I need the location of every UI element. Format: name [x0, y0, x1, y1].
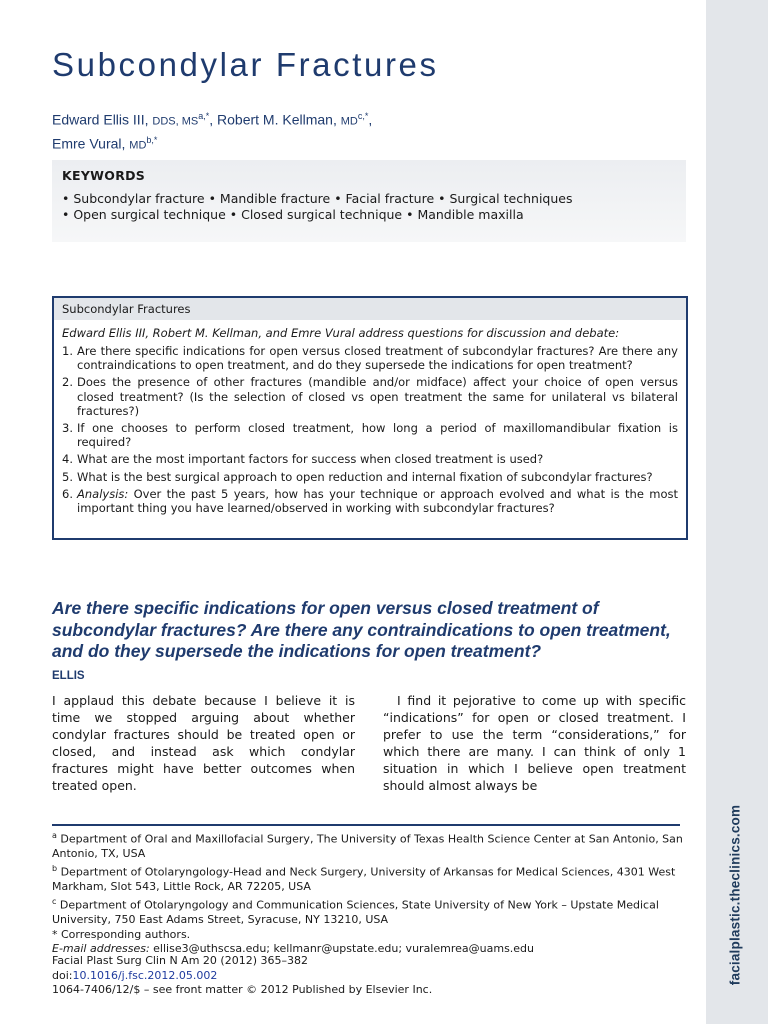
discussion-questions-box: [52, 296, 688, 540]
corresponding-note: * Corresponding authors.: [52, 927, 191, 941]
doi-link[interactable]: 10.1016/j.fsc.2012.05.002: [72, 968, 218, 982]
author-separator: ,: [368, 111, 373, 128]
question-item: [62, 375, 678, 418]
keywords-line-2: • Open surgical technique • Closed surgical technique • Mandible maxilla: [62, 207, 524, 222]
author-affil-ellis: a,*: [198, 111, 210, 121]
footnote-c: [52, 895, 684, 928]
body-paragraph: I applaud this debate because I believe it is time we stopped arguing about whether condylar fractures should be treated open or closed, and instead ask which condylar fractures might have better outcomes when treated open.: [52, 693, 355, 793]
question-number: 5.: [62, 469, 73, 484]
body-column-right: [383, 692, 686, 794]
question-number: 2.: [62, 375, 73, 390]
author-name-vural: Emre Vural,: [52, 135, 130, 152]
author-name-kellman: , Robert M. Kellman,: [209, 111, 341, 128]
citation-block: [52, 954, 432, 998]
question-text: What is the best surgical approach to open reduction and internal fixation of subcondylar fractures?: [77, 469, 653, 484]
question-number: 3.: [62, 421, 73, 436]
body-column-left: [52, 692, 355, 794]
doi-prefix: doi:: [52, 968, 73, 982]
body-paragraph: I find it pejorative to come up with specific “indications” for open or closed treatment. I prefer to use the term “considerations,” for which there are many. I can think of only 1 situation in which I believe open treatment should almost always be: [383, 693, 686, 793]
author-affil-kellman: c,*: [357, 111, 369, 121]
question-item: [62, 452, 678, 466]
question-list: [62, 344, 678, 515]
analysis-text: Over the past 5 years, how has your technique or approach evolved and what is the most important thing you have learned/observed in working with subcondylar fractures?: [77, 486, 678, 516]
journal-citation: Facial Plast Surg Clin N Am 20 (2012) 365–382: [52, 954, 308, 967]
author-line-1: [52, 107, 372, 131]
journal-url-vertical[interactable]: [700, 795, 768, 995]
footnote-text: Department of Oral and Maxillofacial Surgery, The University of Texas Health Science Center at San Antonio, San Antonio, TX, USA: [52, 832, 683, 861]
author-degree-kellman: MD: [340, 115, 358, 128]
question-text: Does the presence of other fractures (mandible and/or midface) affect your choice of open versus closed treatment? (Is the selection of closed vs open treatment the same for unilateral vs bilateral fractures?): [77, 375, 678, 418]
question-text: What are the most important factors for success when closed treatment is used?: [77, 452, 544, 467]
author-degree-ellis: DDS, MS: [152, 115, 199, 128]
footnote-marker: a: [52, 831, 57, 840]
question-text: Are there specific indications for open versus closed treatment of subcondylar fractures? Are there any contraindications to open treatment, and do they supersede the indications for open treatment?: [77, 344, 678, 373]
footnote-divider: [52, 824, 680, 826]
issn-copyright: 1064-7406/12/$ – see front matter © 2012 Published by Elsevier Inc.: [52, 983, 433, 996]
author-degree-vural: MD: [129, 139, 147, 152]
question-number: 1.: [62, 344, 73, 358]
question-number: 6.: [62, 486, 73, 501]
journal-url-text[interactable]: facialplastic.theclinics.com: [727, 804, 743, 986]
keywords-line-1: • Subcondylar fracture • Mandible fracture • Facial fracture • Surgical techniques: [62, 191, 573, 206]
author-list: [52, 107, 372, 154]
question-text: If one chooses to perform closed treatment, how long a period of maxillomandibular fixation is required?: [77, 421, 678, 450]
author-affil-vural: b,*: [146, 134, 158, 145]
email-label: E-mail addresses:: [52, 942, 150, 956]
question-text: [77, 487, 678, 515]
keywords-box: [52, 160, 686, 242]
footnote-a: [52, 829, 684, 862]
speaker-label: ELLIS: [52, 670, 85, 682]
affiliation-footnotes: [52, 829, 684, 957]
author-name-ellis: Edward Ellis III,: [52, 111, 153, 128]
footnote-text: Department of Otolaryngology-Head and Neck Surgery, University of Arkansas for Medical Sciences, 4301 West Markham, Slot 543, Little Rock, AR 72205, USA: [52, 865, 676, 894]
question-item: [62, 487, 678, 515]
footnote-text: Department of Otolaryngology and Communication Sciences, State University of New York – Upstate Medical University, 750 East Adams Street, Syracuse, NY 13210, USA: [52, 898, 659, 926]
questions-box-subheading: Edward Ellis III, Robert M. Kellman, and Emre Vural address questions for discussion and debate:: [62, 326, 620, 340]
analysis-label: Analysis:: [77, 486, 129, 501]
footnote-b: [52, 862, 684, 895]
article-title: Subcondylar Fractures: [52, 46, 439, 83]
doi-line: [52, 969, 432, 984]
email-addresses[interactable]: ellise3@uthscsa.edu; kellmanr@upstate.edu; vuralemrea@uams.edu: [149, 942, 535, 956]
question-item: [62, 344, 678, 372]
keywords-heading: KEYWORDS: [62, 168, 146, 183]
questions-box-heading: Subcondylar Fractures: [54, 298, 686, 320]
footnote-marker: c: [52, 896, 57, 906]
author-line-2: [52, 131, 372, 155]
footnote-marker: b: [52, 863, 58, 873]
question-item: [62, 421, 678, 449]
question-item: [62, 470, 678, 484]
question-number: 4.: [62, 452, 73, 467]
section-question-heading: Are there specific indications for open versus closed treatment of subcondylar fractures? Are there any contraindications to open treatment, and do they supersede the indications for open treatment?: [52, 598, 671, 661]
